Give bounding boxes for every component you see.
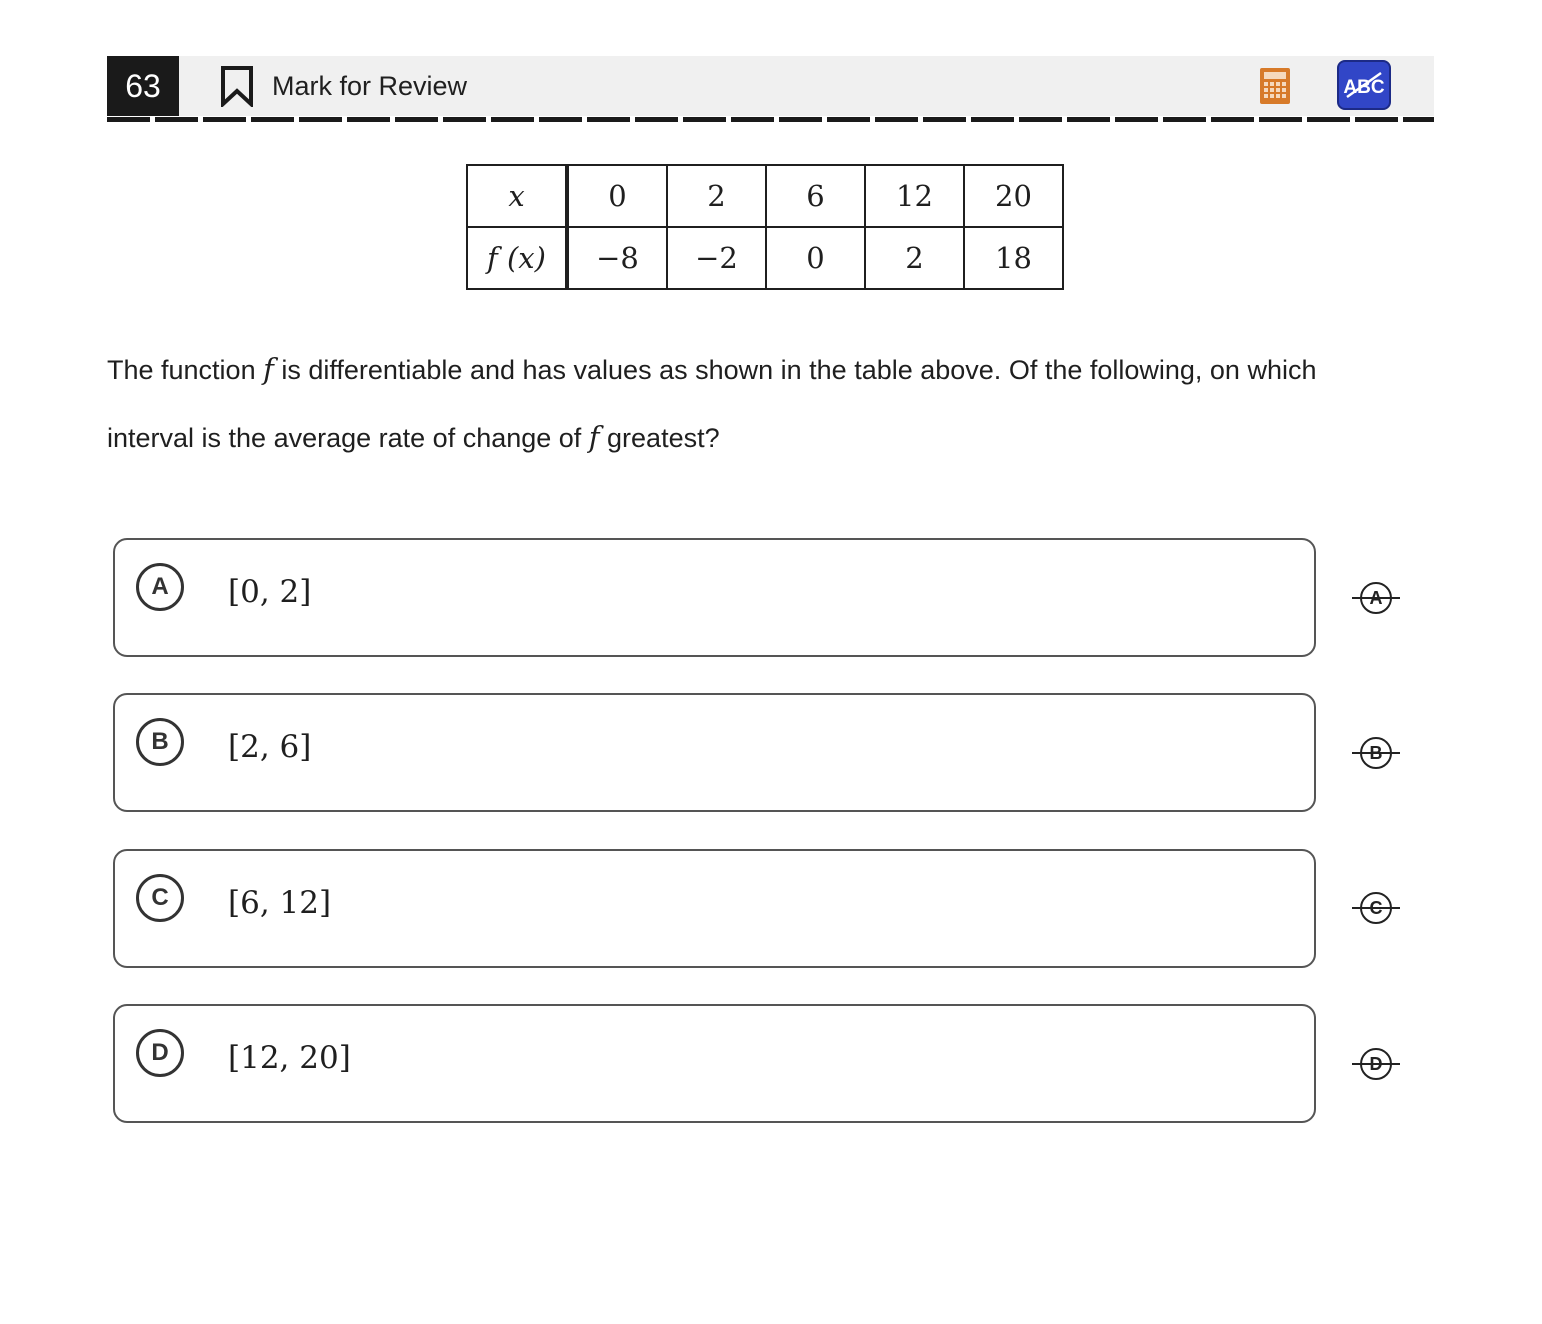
question-text-part: is differentiable and has values as shown in the table above. Of the following, on which interval is the average rate of change of [107,355,1317,453]
abc-strike-icon [1339,62,1389,108]
choice-letter-d: D [136,1029,184,1077]
question-progress-dashes [107,117,1434,122]
question-number: 63 [107,56,179,116]
choice-letter-c: C [136,874,184,922]
table-cell: x [467,165,567,227]
choice-text-a: [0, 2] [228,574,312,610]
table-cell: 2 [865,227,964,289]
question-header [107,56,1434,116]
choice-letter-a: A [136,563,184,611]
choice-text-d: [12, 20] [228,1040,351,1076]
strikethrough-toggle-button[interactable] [1337,60,1391,110]
table-cell: −8 [567,227,667,289]
answer-choice-a[interactable] [113,538,1316,657]
table-cell: 6 [766,165,865,227]
choice-letter-b: B [136,718,184,766]
table-cell: 0 [567,165,667,227]
table-cell: f (x) [467,227,567,289]
question-text-part: The function [107,355,264,385]
bookmark-icon[interactable] [220,65,254,107]
table-row-x [467,165,1063,227]
calculator-icon[interactable] [1260,68,1290,104]
strike-line-icon [1352,597,1400,599]
table-row-fx [467,227,1063,289]
answer-choice-b[interactable] [113,693,1316,812]
mark-for-review-label[interactable]: Mark for Review [272,71,468,101]
strike-line-icon [1352,1063,1400,1065]
function-variable: f [263,352,274,386]
table-cell: 2 [667,165,766,227]
table-cell: −2 [667,227,766,289]
question-text [107,336,1407,472]
table-cell: 0 [766,227,865,289]
strike-choice-a-button[interactable] [1352,580,1402,616]
choice-text-b: [2, 6] [228,729,312,765]
strike-choice-c-button[interactable] [1352,890,1402,926]
strike-line-icon [1352,907,1400,909]
strike-line-icon [1352,752,1400,754]
answer-choice-d[interactable] [113,1004,1316,1123]
table-cell: 18 [964,227,1063,289]
strike-choice-d-button[interactable] [1352,1046,1402,1082]
choice-text-c: [6, 12] [228,885,332,921]
strike-choice-b-button[interactable] [1352,735,1402,771]
table-cell: 20 [964,165,1063,227]
function-values-table [466,164,1064,290]
answer-choice-c[interactable] [113,849,1316,968]
svg-text:ABC: ABC [1343,77,1385,98]
function-variable: f [588,420,600,454]
table-cell: 12 [865,165,964,227]
question-text-part: greatest? [599,423,720,453]
